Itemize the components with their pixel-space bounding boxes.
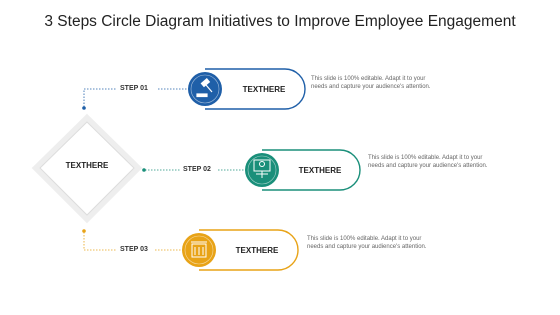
center-label: TEXTHERE bbox=[65, 161, 109, 170]
step2-description-line1: This slide is 100% editable. Adapt it to your bbox=[368, 155, 483, 161]
step3-description-line1: This slide is 100% editable. Adapt it to your bbox=[307, 236, 422, 242]
step2-title: TEXTHERE bbox=[298, 166, 342, 175]
step1-title: TEXTHERE bbox=[242, 85, 286, 94]
step1-description bbox=[311, 75, 461, 91]
step3-description-line2: needs and capture your audience's attention. bbox=[307, 244, 427, 250]
page-title: 3 Steps Circle Diagram Initiatives to Improve Employee Engagement bbox=[44, 13, 516, 30]
step1-description-line1: This slide is 100% editable. Adapt it to your bbox=[311, 76, 426, 82]
step1-label: STEP 01 bbox=[120, 85, 148, 92]
step2-label: STEP 02 bbox=[183, 166, 211, 173]
step3-description bbox=[307, 235, 457, 251]
step3-title: TEXTHERE bbox=[235, 246, 279, 255]
connector-step1 bbox=[82, 89, 190, 110]
step3-label: STEP 03 bbox=[120, 246, 148, 253]
step2-description bbox=[368, 154, 518, 170]
step2-description-line2: needs and capture your audience's attention. bbox=[368, 163, 488, 169]
step1-description-line2: needs and capture your audience's attention. bbox=[311, 84, 431, 90]
